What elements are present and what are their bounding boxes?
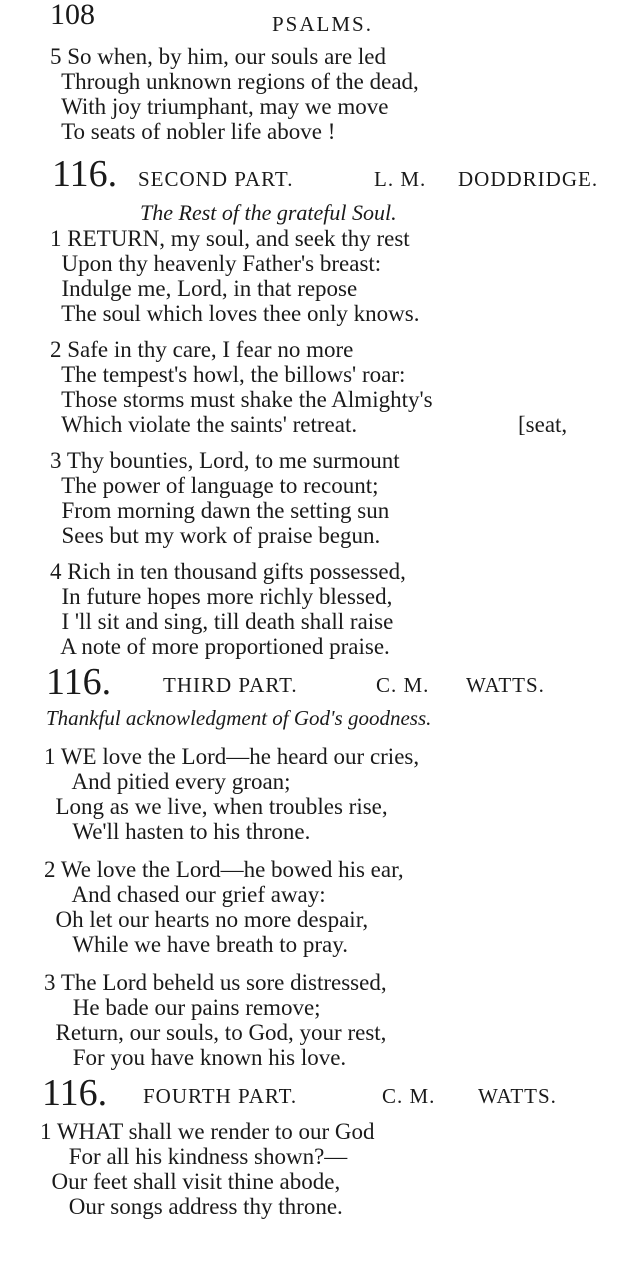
verse-line: Those storms must shake the Almighty's: [50, 387, 433, 412]
verse-line: 2 We love the Lord—he bowed his ear,: [44, 857, 404, 882]
verse-line: With joy triumphant, may we move: [50, 94, 389, 119]
verse-line: 3 Thy bounties, Lord, to me surmount: [50, 448, 400, 473]
hymn-part: SECOND PART.: [138, 167, 294, 191]
verse-line: For all his kindness shown?—: [40, 1144, 348, 1169]
hymn-author: WATTS.: [478, 1084, 557, 1108]
verse-line: A note of more proportioned praise.: [50, 634, 390, 659]
verse-line: 1 WHAT shall we render to our God: [40, 1119, 375, 1144]
verse-line: Return, our souls, to God, your rest,: [44, 1020, 387, 1045]
verse-line: 1 RETURN, my soul, and seek thy rest: [50, 226, 410, 251]
verse-line: And chased our grief away:: [44, 882, 326, 907]
verse-line: While we have breath to pray.: [44, 932, 348, 957]
verse-line: Our feet shall visit thine abode,: [40, 1169, 341, 1194]
verse-line: The power of language to recount;: [50, 473, 379, 498]
verse-line: Upon thy heavenly Father's breast:: [50, 251, 382, 276]
verse-line: The soul which loves thee only knows.: [50, 301, 420, 326]
verse-line: 3 The Lord beheld us sore distressed,: [44, 970, 387, 995]
hymn-author: DODDRIDGE.: [458, 167, 599, 191]
hymn-number: 116.: [46, 661, 112, 703]
hymn-meter: C. M.: [376, 673, 430, 697]
verse-line: We'll hasten to his throne.: [44, 819, 311, 844]
verse-line: I 'll sit and sing, till death shall raise: [50, 609, 394, 634]
hymn-number: 116.: [42, 1072, 108, 1114]
verse-line: Sees but my work of praise begun.: [50, 523, 381, 548]
verse-line: From morning dawn the setting sun: [50, 498, 390, 523]
verse-line: Indulge me, Lord, in that repose: [50, 276, 358, 301]
hymn-subtitle: Thankful acknowledgment of God's goodness.: [46, 706, 432, 730]
hymn-meter: L. M.: [374, 167, 427, 191]
hymn-part: THIRD PART.: [163, 673, 298, 697]
page-number: 108: [50, 0, 95, 31]
hymn-subtitle: The Rest of the grateful Soul.: [140, 200, 397, 225]
verse-line-turnover: [seat,: [518, 412, 568, 437]
verse-line: He bade our pains remove;: [44, 995, 321, 1020]
hymn-author: WATTS.: [466, 673, 545, 697]
verse-line: 1 WE love the Lord—he heard our cries,: [44, 744, 420, 769]
verse-line: The tempest's howl, the billows' roar:: [50, 362, 406, 387]
verse-line: 5 So when, by him, our souls are led: [50, 44, 387, 69]
verse-line: Which violate the saints' retreat.: [50, 412, 358, 437]
verse-line: For you have known his love.: [44, 1045, 347, 1070]
verse-line: Our songs address thy throne.: [40, 1194, 343, 1219]
verse-line: Oh let our hearts no more despair,: [44, 907, 369, 932]
hymn-part: FOURTH PART.: [143, 1084, 298, 1108]
running-header: PSALMS.: [272, 12, 373, 36]
verse-line: In future hopes more richly blessed,: [50, 584, 393, 609]
verse-line: To seats of nobler life above !: [50, 119, 336, 144]
verse-line: Through unknown regions of the dead,: [50, 69, 419, 94]
verse-line: 2 Safe in thy care, I fear no more: [50, 337, 354, 362]
hymn-meter: C. M.: [382, 1084, 436, 1108]
verse-line: And pitied every groan;: [44, 769, 291, 794]
verse-line: 4 Rich in ten thousand gifts possessed,: [50, 559, 406, 584]
verse-line: Long as we live, when troubles rise,: [44, 794, 388, 819]
hymn-number: 116.: [52, 153, 118, 195]
